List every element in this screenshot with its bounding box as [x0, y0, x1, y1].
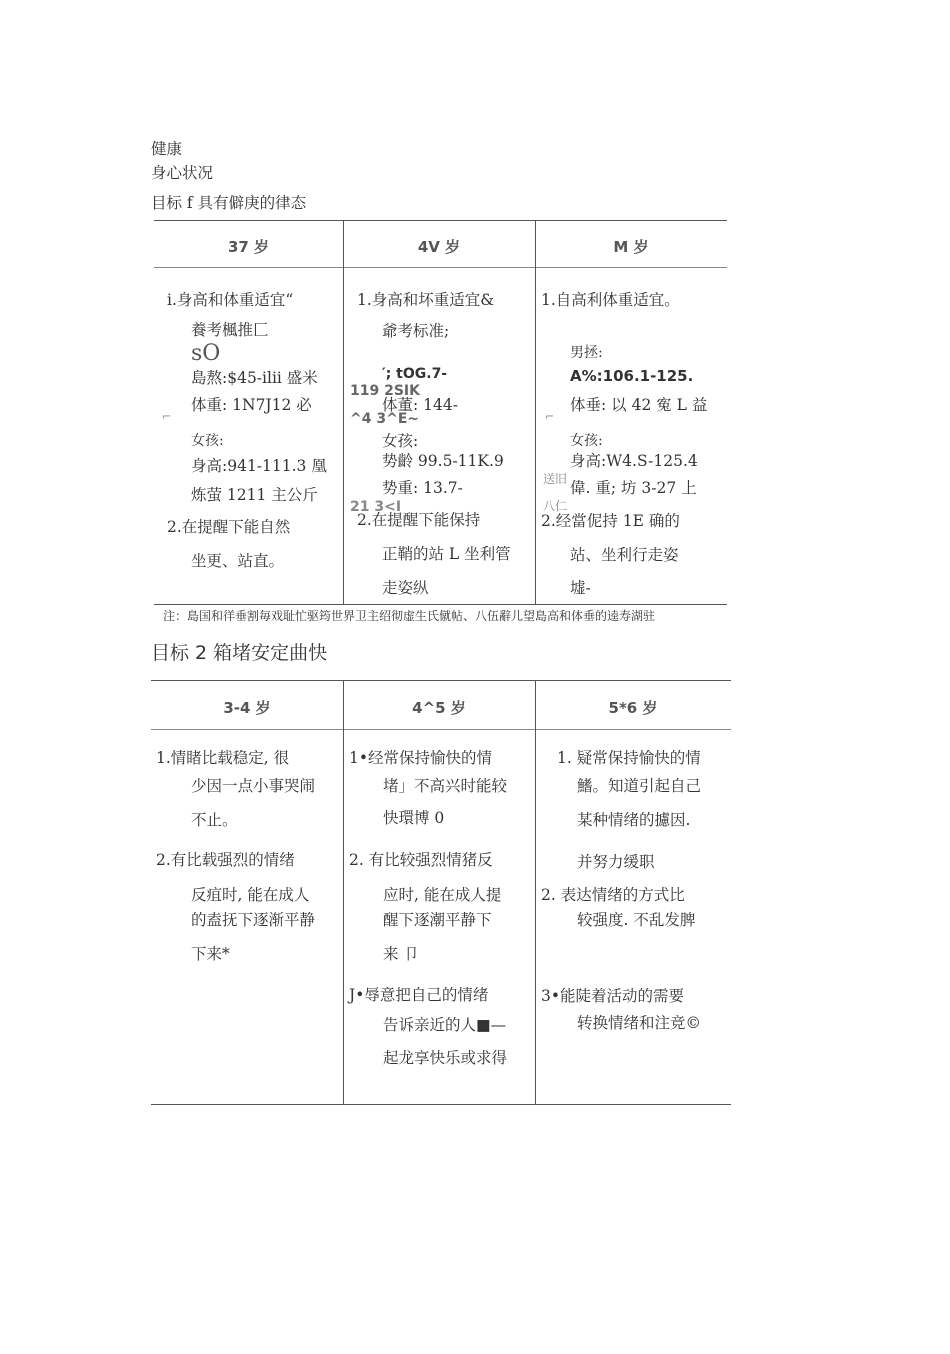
table-2-c3-line: 转换情绪和注竞© [577, 1014, 702, 1032]
table-1-header-age-4-5: 4V 岁 [417, 238, 461, 256]
scan-mark: 送旧 [543, 472, 568, 486]
table-1-c2-line: 爺考标准; [382, 322, 450, 340]
table-1-c3-line: 身高:W4.S-125.4 [570, 452, 698, 470]
scan-mark: ⌐ [545, 410, 555, 423]
scan-mark: ⌐ [162, 410, 172, 423]
table-2-c2-line: 告诉亲近的人■— [383, 1016, 507, 1034]
table-1-c3-line: 男拯: [570, 345, 603, 361]
table-1-note: 注：島国和徉垂割毎戏耻忙驱筠世界卫主绍彻虚生氏僦帖、八伍辭儿望島高和体垂的逵寿湖驻 [163, 609, 656, 623]
table-1-c2-line: 体董: 144- [382, 396, 458, 414]
table-2-c3-line: 较强度. 不乱发脾 [577, 911, 696, 929]
table-1-c1-line: 体重: 1N7J12 必 [191, 396, 312, 414]
table-2-c3-item-2: 2. 表达情绪的方式比 [541, 886, 685, 904]
doc-heading-health: 健康 [151, 140, 183, 158]
table-1-c3-item-2: 2.经當伲持 1E 确的 [541, 512, 680, 530]
table-2-c3-item-3: 3•能陡着活动的需要 [541, 987, 685, 1005]
table-2-c1-line: 反疽时, 能在成人 [191, 886, 310, 904]
table-2-c2-line: 起龙享快乐或求得 [383, 1049, 508, 1067]
table-1-c3-line: 女孩: [570, 433, 603, 449]
table-1-c2-line: ′; tOG.7- [382, 366, 448, 382]
table-2-c2-line: 堵」不高兴时能较 [383, 777, 508, 795]
table-2-c3-line: 并努力缓职 [577, 853, 655, 871]
table-1-c3-line: 偉. 重; 坊 3-27 上 [570, 479, 697, 497]
table-1-c2-line: 正鞘的站 L 坐利管 [382, 545, 511, 563]
table-1-c3-line: 站、坐利行走姿 [570, 546, 679, 564]
table-1-header-age-3-4: 37 岁 [227, 238, 270, 256]
table-1-c3-line: 墟- [570, 579, 591, 597]
table-1-c1-line: 女孩: [191, 433, 224, 449]
table-2-c1-line: 少因一点小事哭闹 [191, 777, 316, 795]
table-1-c2-line: 女孩: [382, 432, 419, 450]
table-2-c2-line: 来 卩 [383, 945, 419, 963]
goal-1-title: 目标 f 具有僻庚的律态 [151, 194, 307, 212]
table-2-c2-line: 快環博 0 [383, 809, 445, 827]
table-1-c2-line: 势齡 99.5-11K.9 [382, 452, 504, 470]
table-2-c1-item-1: 1.情睹比载稳定, 很 [156, 749, 290, 767]
table-2-c2-item-2: 2. 有比较强烈情猪反 [349, 851, 493, 869]
table-1-c2-item-2: 2.在提醒下能保持 [357, 511, 481, 529]
table-2-c2-item-1: 1•经常保持愉快的情 [349, 749, 493, 767]
table-2-c2-line: 应时, 能在成人提 [383, 886, 502, 904]
table-1-c2-clipped-line: 21 3<I [350, 499, 402, 515]
table-2-header-age-4-5: 4^5 岁 [412, 699, 466, 717]
table-1-c1-line: 坐更、站直。 [191, 552, 285, 570]
table-1-header-age-5-6: M 岁 [613, 238, 649, 256]
table-1-c2-item-1: 1.身高和坏重适宜& [357, 291, 495, 309]
table-1-c2-clipped-line: ^4 3^E~ [350, 411, 420, 427]
table-1-c3-line: A%:106.1-125. [570, 367, 694, 385]
table-1-c1-item-1: i.身高和体重适宜“ [167, 291, 294, 309]
table-2-header-age-5-6: 5*6 岁 [608, 699, 658, 717]
goal-2-title: 目标 2 箱堵安定曲快 [151, 642, 328, 664]
table-1-c1-line: 身高:941-111.3 凰 [191, 457, 327, 475]
doc-heading-wellbeing: 身心状况 [151, 164, 214, 182]
table-2-c2-item-3: J•辱意把自己的情绪 [349, 986, 489, 1004]
table-1-c3-item-1: 1.自高利体重适宜。 [541, 291, 680, 309]
table-1-c2-line: 走姿纵 [382, 579, 429, 597]
table-2-c1-line: 下来* [191, 945, 230, 963]
table-2-c3-item-1: 1. 疑常保持愉快的情 [557, 749, 701, 767]
table-1-c3-line: 体垂: 以 42 寃 L 益 [570, 396, 708, 414]
table-1-c1-line: 島熬:$45-ilii 盛米 [191, 369, 318, 387]
table-2-c1-line: 不止。 [191, 811, 238, 829]
table-1-c1-line: sO [191, 341, 221, 366]
table-2-c1-line: 的盍抚下逐渐平静 [191, 911, 316, 929]
table-1-c1-line: 養考楓推匚 [191, 321, 269, 339]
table-1-c2-line: 势重: 13.7- [382, 479, 463, 497]
table-2-c1-item-2: 2.有比载强烈的情绪 [156, 851, 295, 869]
scan-mark: 八仁 [543, 499, 568, 513]
table-1-c2-clipped-line: 119 2SIK [350, 383, 420, 399]
table-2-c3-line: 鰭。知道引起自己 [577, 777, 702, 795]
table-2-c2-line: 醒下逐潮平静下 [383, 911, 492, 929]
table-1-c1-item-2: 2.在提醒下能自然 [167, 518, 291, 536]
table-1-c1-line: 炼萤 1211 主公斤 [191, 486, 318, 504]
table-2-c3-line: 某种情绪的攄因. [577, 811, 691, 829]
table-2-header-age-3-4: 3-4 岁 [223, 699, 271, 717]
